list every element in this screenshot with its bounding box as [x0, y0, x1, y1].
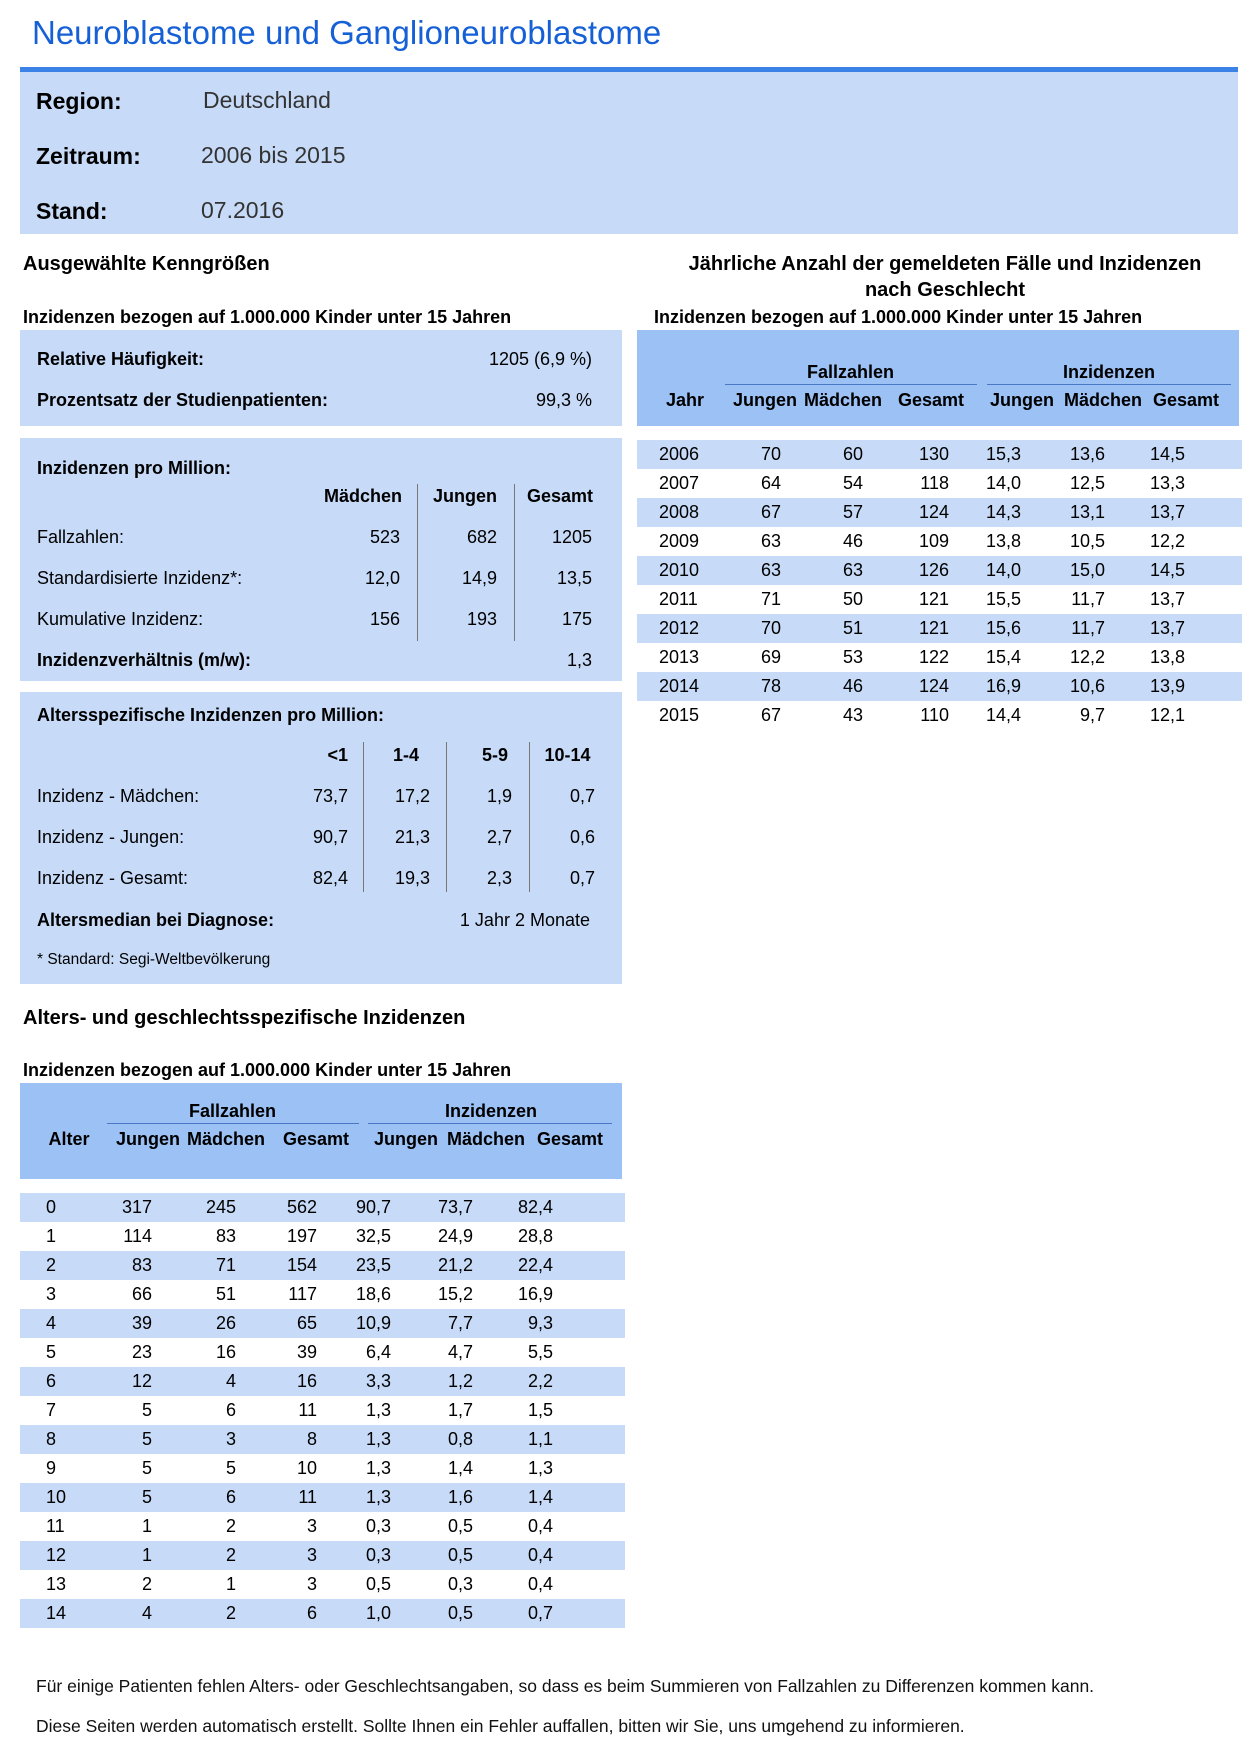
footnote: * Standard: Segi-Weltbevölkerung: [37, 951, 271, 968]
table-cell: 14,5: [1149, 560, 1185, 580]
annual-heading-line2: nach Geschlecht: [864, 279, 1026, 301]
age-col: <1: [327, 745, 348, 765]
table-cell: 15,0: [1069, 560, 1105, 580]
incidence-row-label: Standardisierte Inzidenz*:: [37, 568, 243, 588]
table-cell: 1,3: [365, 1458, 391, 1478]
annual-col: Jungen: [989, 390, 1054, 410]
table-cell: 1: [225, 1574, 236, 1594]
table-cell: 118: [920, 473, 949, 493]
table-cell: 16: [296, 1371, 317, 1391]
table-cell: 22,4: [517, 1255, 553, 1275]
table-cell: 78: [760, 676, 781, 696]
table-cell: 1: [141, 1516, 152, 1536]
table-cell: 2: [225, 1603, 236, 1623]
table-cell: 109: [918, 531, 949, 551]
table-row: [20, 1541, 625, 1570]
table-row: [20, 1570, 625, 1599]
table-cell: 14,0: [985, 560, 1021, 580]
table-cell: 21,2: [437, 1255, 473, 1275]
table-cell: 11: [298, 1487, 317, 1507]
table-cell: 1,4: [527, 1487, 553, 1507]
table-cell: 1,5: [527, 1400, 553, 1420]
age-value: 0,7: [569, 868, 595, 888]
table-cell: 39: [296, 1342, 317, 1362]
table-cell: 13,8: [1149, 647, 1185, 667]
incidence-ratio-label: Inzidenzverhältnis (m/w):: [37, 650, 252, 670]
table-cell: 7: [46, 1400, 57, 1420]
age-value: 73,7: [312, 786, 348, 806]
footer-note: Für einige Patienten fehlen Alters- oder Geschlechtsangaben, so dass es beim Summieren von Fallzahlen zu Differenzen kommen kann.: [36, 1676, 1095, 1696]
table-cell: 4: [46, 1313, 57, 1333]
table-row: [20, 1512, 625, 1541]
table-row: [637, 440, 1242, 469]
table-cell: 15,3: [985, 444, 1021, 464]
table-cell: 0,3: [447, 1574, 473, 1594]
table-cell: 0,4: [527, 1574, 553, 1594]
summary-box: [20, 330, 622, 426]
table-cell: 73,7: [437, 1197, 473, 1217]
table-cell: 124: [918, 502, 949, 522]
table-cell: 43: [842, 705, 863, 725]
age-divider-1: [363, 742, 364, 892]
table-cell: 2006: [659, 444, 700, 464]
table-cell: 66: [131, 1284, 152, 1304]
table-cell: 13: [46, 1574, 67, 1594]
agesex-col: Alter: [48, 1129, 90, 1149]
annual-col: Mädchen: [803, 390, 882, 410]
table-row: [20, 1222, 625, 1251]
annual-subheading: Inzidenzen bezogen auf 1.000.000 Kinder unter 15 Jahren: [654, 307, 1143, 327]
table-row: [20, 1338, 625, 1367]
table-cell: 1,4: [447, 1458, 473, 1478]
table-cell: 124: [918, 676, 949, 696]
page-title: Neuroblastome und Ganglioneuroblastome: [32, 14, 662, 51]
table-cell: 16,9: [517, 1284, 553, 1304]
table-cell: 8: [46, 1429, 57, 1449]
table-cell: 5: [141, 1429, 152, 1449]
table-cell: 10: [46, 1487, 67, 1507]
table-cell: 32,5: [355, 1226, 391, 1246]
table-cell: 71: [760, 589, 781, 609]
table-cell: 2011: [659, 589, 698, 609]
table-cell: 2008: [659, 502, 700, 522]
table-cell: 11,7: [1071, 618, 1105, 638]
table-row: [637, 614, 1242, 643]
table-cell: 16: [215, 1342, 236, 1362]
table-cell: 0,8: [447, 1429, 473, 1449]
agesex-col: Jungen: [373, 1129, 438, 1149]
relative-frequency-value: 1205 (6,9 %): [488, 349, 592, 369]
table-cell: 10,9: [355, 1313, 391, 1333]
footer-disclaimer: Diese Seiten werden automatisch erstellt. Sollte Ihnen ein Fehler auffallen, bitten wir Sie, uns umgehend zu informieren.: [36, 1716, 965, 1736]
table-cell: 117: [288, 1284, 317, 1304]
table-cell: 1,6: [447, 1487, 473, 1507]
table-cell: 83: [131, 1255, 152, 1275]
table-cell: 121: [918, 618, 949, 638]
table-cell: 2: [46, 1255, 57, 1275]
table-cell: 46: [842, 676, 863, 696]
region-label: Region:: [36, 88, 122, 114]
table-row: [637, 469, 1242, 498]
table-row: [20, 1396, 625, 1425]
table-cell: 14: [46, 1603, 67, 1623]
table-cell: 5: [141, 1487, 152, 1507]
table-cell: 0,4: [527, 1545, 553, 1565]
table-cell: 70: [760, 618, 781, 638]
table-row: [637, 498, 1242, 527]
table-cell: 63: [760, 531, 781, 551]
table-cell: 5: [46, 1342, 57, 1362]
table-cell: 12,1: [1149, 705, 1185, 725]
table-cell: 0,5: [447, 1516, 473, 1536]
table-row: [20, 1599, 625, 1628]
table-row: [637, 527, 1242, 556]
status-label: Stand:: [36, 198, 108, 224]
age-value: 0,6: [569, 827, 595, 847]
table-cell: 3: [225, 1429, 236, 1449]
table-cell: 562: [286, 1197, 317, 1217]
table-cell: 197: [286, 1226, 317, 1246]
table-cell: 0,5: [447, 1603, 473, 1623]
table-cell: 2007: [659, 473, 700, 493]
table-cell: 4,7: [447, 1342, 473, 1362]
agesex-group-rule: [107, 1123, 359, 1124]
table-cell: 3: [46, 1284, 57, 1304]
period-label: Zeitraum:: [36, 143, 141, 169]
table-cell: 2,2: [527, 1371, 553, 1391]
table-cell: 13,3: [1149, 473, 1185, 493]
table-cell: 0,7: [527, 1603, 553, 1623]
table-cell: 23,5: [355, 1255, 391, 1275]
table-row: [20, 1193, 625, 1222]
table-cell: 10,5: [1069, 531, 1105, 551]
agesex-col: Gesamt: [536, 1129, 604, 1149]
table-cell: 23: [131, 1342, 152, 1362]
table-cell: 11,7: [1071, 589, 1105, 609]
table-cell: 57: [842, 502, 863, 522]
table-cell: 1,3: [365, 1400, 391, 1420]
table-cell: 6: [225, 1400, 236, 1420]
table-cell: 51: [842, 618, 863, 638]
incidence-heading: Inzidenzen pro Million:: [37, 458, 231, 478]
table-cell: 15,5: [985, 589, 1021, 609]
agesex-col: Jungen: [115, 1129, 180, 1149]
table-row: [637, 672, 1242, 701]
table-cell: 7,7: [447, 1313, 473, 1333]
region-value: Deutschland: [203, 87, 331, 113]
table-cell: 13,8: [985, 531, 1021, 551]
annual-col: Mädchen: [1063, 390, 1142, 410]
table-cell: 5: [141, 1400, 152, 1420]
annual-col: Jahr: [665, 390, 705, 410]
table-row: [20, 1454, 625, 1483]
table-cell: 5,5: [527, 1342, 553, 1362]
age-row-label: Inzidenz - Gesamt:: [37, 868, 189, 888]
agesex-subheading: Inzidenzen bezogen auf 1.000.000 Kinder unter 15 Jahren: [23, 1060, 512, 1080]
table-cell: 2014: [659, 676, 700, 696]
annual-col: Jungen: [732, 390, 797, 410]
table-cell: 82,4: [517, 1197, 553, 1217]
table-cell: 14,4: [985, 705, 1021, 725]
agesex-col: Mädchen: [446, 1129, 525, 1149]
table-cell: 71: [215, 1255, 236, 1275]
table-cell: 18,6: [355, 1284, 391, 1304]
table-cell: 15,6: [985, 618, 1021, 638]
table-cell: 14,0: [985, 473, 1021, 493]
age-value: 90,7: [312, 827, 348, 847]
table-cell: 1,3: [365, 1487, 391, 1507]
incidence-value: 193: [466, 609, 497, 629]
table-cell: 12: [46, 1545, 67, 1565]
table-cell: 64: [760, 473, 781, 493]
table-cell: 39: [131, 1313, 152, 1333]
annual-group-rule: [987, 384, 1231, 385]
table-cell: 67: [760, 502, 781, 522]
table-row: [20, 1280, 625, 1309]
table-cell: 9: [46, 1458, 57, 1478]
table-cell: 6: [225, 1487, 236, 1507]
incidence-value: 682: [466, 527, 497, 547]
table-cell: 28,8: [517, 1226, 553, 1246]
table-row: [637, 556, 1242, 585]
table-cell: 245: [205, 1197, 236, 1217]
age-col: 5-9: [481, 745, 508, 765]
incidence-col-boys: Jungen: [432, 486, 497, 506]
age-col: 10-14: [544, 745, 591, 765]
table-cell: 2013: [659, 647, 700, 667]
table-cell: 15,4: [985, 647, 1021, 667]
incidence-col-total: Gesamt: [526, 486, 594, 506]
table-cell: 3,3: [365, 1371, 391, 1391]
age-value: 21,3: [394, 827, 430, 847]
age-value: 0,7: [569, 786, 595, 806]
annual-col: Gesamt: [1152, 390, 1220, 410]
table-cell: 2015: [659, 705, 700, 725]
table-cell: 11: [298, 1400, 317, 1420]
table-cell: 9,3: [527, 1313, 553, 1333]
incidence-value: 13,5: [556, 568, 592, 588]
table-row: [637, 585, 1242, 614]
table-cell: 12,2: [1149, 531, 1185, 551]
table-cell: 130: [918, 444, 949, 464]
table-cell: 2: [225, 1545, 236, 1565]
incidence-value: 12,0: [364, 568, 400, 588]
incidence-value: 523: [369, 527, 400, 547]
table-cell: 1,3: [365, 1429, 391, 1449]
age-col: 1-4: [392, 745, 419, 765]
agesex-group-incidence: Inzidenzen: [444, 1101, 537, 1121]
table-cell: 12: [131, 1371, 152, 1391]
age-row-label: Inzidenz - Jungen:: [37, 827, 185, 847]
age-divider-2: [446, 742, 447, 892]
table-cell: 63: [760, 560, 781, 580]
incidence-ratio-value: 1,3: [566, 650, 592, 670]
table-cell: 10: [296, 1458, 317, 1478]
table-cell: 13,7: [1149, 618, 1185, 638]
table-cell: 69: [760, 647, 781, 667]
incidence-value: 156: [369, 609, 400, 629]
table-cell: 50: [842, 589, 863, 609]
table-cell: 1: [46, 1226, 57, 1246]
age-median-value: 1 Jahr 2 Monate: [459, 910, 590, 930]
table-cell: 26: [215, 1313, 236, 1333]
table-cell: 65: [296, 1313, 317, 1333]
kenngroessen-heading: Ausgewählte Kenngrößen: [23, 253, 270, 275]
age-value: 17,2: [394, 786, 430, 806]
table-cell: 60: [842, 444, 863, 464]
table-cell: 317: [121, 1197, 152, 1217]
table-cell: 0: [46, 1197, 57, 1217]
incidence-value: 14,9: [461, 568, 497, 588]
table-cell: 14,3: [985, 502, 1021, 522]
annual-group-rule: [725, 384, 977, 385]
table-cell: 16,9: [985, 676, 1021, 696]
table-cell: 121: [918, 589, 949, 609]
table-row: [20, 1251, 625, 1280]
table-cell: 46: [842, 531, 863, 551]
incidence-value: 1205: [551, 527, 592, 547]
table-row: [20, 1367, 625, 1396]
annual-heading: Jährliche Anzahl der gemeldeten Fälle und Inzidenzen: [688, 253, 1202, 275]
age-value: 2,7: [486, 827, 512, 847]
incidence-row-label: Kumulative Inzidenz:: [37, 609, 204, 629]
table-cell: 2009: [659, 531, 700, 551]
incidence-value: 175: [561, 609, 592, 629]
status-value: 07.2016: [201, 197, 285, 223]
table-cell: 2010: [659, 560, 700, 580]
table-cell: 114: [123, 1226, 152, 1246]
table-cell: 5: [141, 1458, 152, 1478]
table-cell: 122: [918, 647, 949, 667]
table-cell: 110: [920, 705, 949, 725]
table-cell: 3: [306, 1545, 317, 1565]
table-cell: 63: [842, 560, 863, 580]
table-cell: 83: [215, 1226, 236, 1246]
age-specific-heading: Altersspezifische Inzidenzen pro Million:: [37, 705, 385, 725]
period-value: 2006 bis 2015: [201, 142, 346, 168]
table-cell: 0,5: [447, 1545, 473, 1565]
table-cell: 4: [225, 1371, 236, 1391]
table-cell: 126: [918, 560, 949, 580]
age-value: 82,4: [312, 868, 348, 888]
table-cell: 1,1: [527, 1429, 553, 1449]
table-cell: 8: [306, 1429, 317, 1449]
table-cell: 6,4: [365, 1342, 391, 1362]
table-cell: 13,7: [1149, 589, 1185, 609]
relative-frequency-label: Relative Häufigkeit:: [37, 349, 205, 369]
age-value: 19,3: [394, 868, 430, 888]
table-cell: 0,5: [365, 1574, 391, 1594]
study-percentage-value: 99,3 %: [535, 390, 592, 410]
table-cell: 90,7: [355, 1197, 391, 1217]
table-cell: 6: [46, 1371, 57, 1391]
table-cell: 0,4: [527, 1516, 553, 1536]
annual-group-cases: Fallzahlen: [806, 362, 895, 382]
table-cell: 5: [225, 1458, 236, 1478]
table-cell: 14,5: [1149, 444, 1185, 464]
table-cell: 1: [141, 1545, 152, 1565]
table-cell: 54: [842, 473, 863, 493]
agesex-col: Gesamt: [282, 1129, 350, 1149]
age-row-label: Inzidenz - Mädchen:: [37, 786, 200, 806]
table-row: [20, 1425, 625, 1454]
kenngroessen-subheading: Inzidenzen bezogen auf 1.000.000 Kinder unter 15 Jahren: [23, 307, 512, 327]
table-cell: 3: [306, 1574, 317, 1594]
table-cell: 2012: [659, 618, 700, 638]
table-cell: 0,3: [365, 1516, 391, 1536]
annual-group-incidence: Inzidenzen: [1062, 362, 1155, 382]
table-cell: 15,2: [437, 1284, 473, 1304]
table-cell: 4: [141, 1603, 152, 1623]
table-cell: 13,9: [1149, 676, 1185, 696]
age-median-label: Altersmedian bei Diagnose:: [37, 910, 275, 930]
annual-col: Gesamt: [897, 390, 965, 410]
table-row: [637, 701, 1242, 730]
table-cell: 154: [286, 1255, 317, 1275]
table-cell: 1,0: [365, 1603, 391, 1623]
table-cell: 51: [215, 1284, 236, 1304]
table-cell: 6: [306, 1603, 317, 1623]
agesex-group-cases: Fallzahlen: [188, 1101, 277, 1121]
table-row: [637, 643, 1242, 672]
table-cell: 1,2: [447, 1371, 473, 1391]
table-cell: 12,2: [1069, 647, 1105, 667]
study-percentage-label: Prozentsatz der Studienpatienten:: [37, 390, 329, 410]
table-cell: 13,1: [1069, 502, 1105, 522]
table-row: [20, 1309, 625, 1338]
table-cell: 11: [46, 1516, 65, 1536]
agesex-col: Mädchen: [186, 1129, 265, 1149]
table-cell: 0,3: [365, 1545, 391, 1565]
incidence-row-label: Fallzahlen:: [37, 527, 125, 547]
table-cell: 1,7: [447, 1400, 473, 1420]
table-cell: 10,6: [1069, 676, 1105, 696]
table-cell: 24,9: [437, 1226, 473, 1246]
table-cell: 67: [760, 705, 781, 725]
table-cell: 70: [760, 444, 781, 464]
age-value: 2,3: [486, 868, 512, 888]
table-cell: 53: [842, 647, 863, 667]
table-cell: 3: [306, 1516, 317, 1536]
table-cell: 12,5: [1069, 473, 1105, 493]
agesex-group-rule: [368, 1123, 612, 1124]
incidence-col-girls: Mädchen: [323, 486, 402, 506]
table-cell: 9,7: [1079, 705, 1105, 725]
table-cell: 13,6: [1069, 444, 1105, 464]
age-value: 1,9: [486, 786, 512, 806]
table-cell: 2: [141, 1574, 152, 1594]
table-cell: 1,3: [527, 1458, 553, 1478]
table-row: [20, 1483, 625, 1512]
agesex-heading: Alters- und geschlechtsspezifische Inzidenzen: [23, 1007, 466, 1029]
table-cell: 2: [225, 1516, 236, 1536]
table-cell: 13,7: [1149, 502, 1185, 522]
